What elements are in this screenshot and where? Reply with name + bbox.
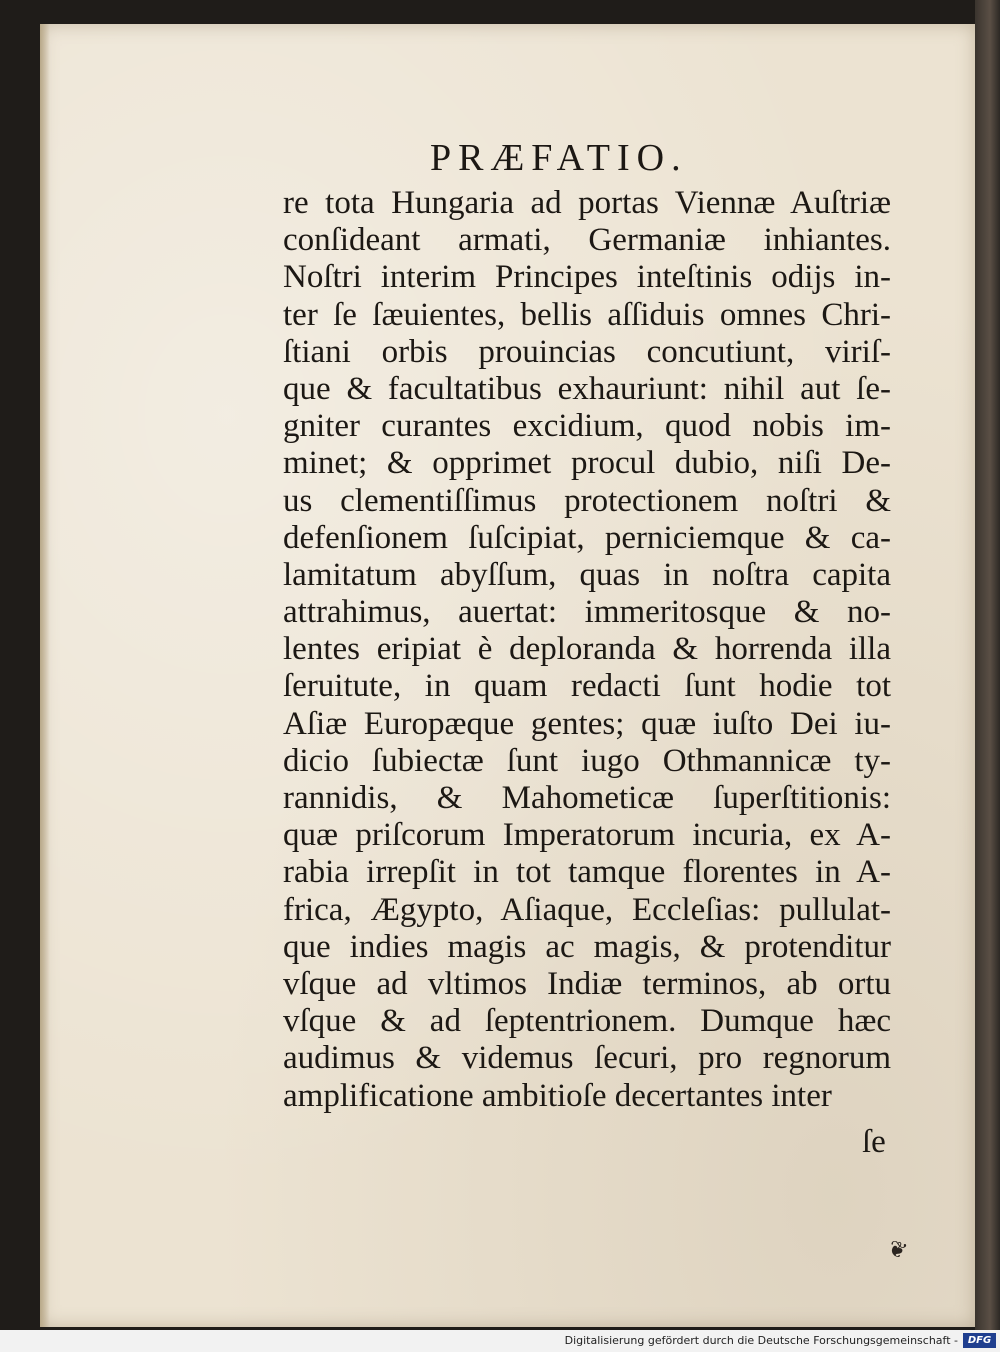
ink-mark-icon: ❦	[884, 1235, 911, 1266]
funding-notice: Digitalisierung gefördert durch die Deutsche Forschungsgemeinschaft -	[564, 1334, 958, 1347]
body-text	[283, 185, 891, 1115]
text-line: vſque & ad ſeptentrionem. Dumque hæc	[283, 1003, 891, 1040]
catchword: ſe	[862, 1124, 886, 1160]
text-line: lamitatum abyſſum, quas in noſtra capita	[283, 556, 891, 593]
text-line: frica, Ægypto, Aſiaque, Eccleſias: pullulat-	[283, 891, 891, 928]
text-line: gniter curantes excidium, quod nobis im-	[283, 408, 891, 445]
text-line: vſque ad vltimos Indiæ terminos, ab ortu	[283, 965, 891, 1002]
page-edge-shadow	[40, 24, 50, 1327]
text-line: minet; & opprimet procul dubio, niſi De-	[283, 445, 891, 482]
text-line: rabia irrepſit in tot tamque florentes in A-	[283, 854, 891, 891]
text-line: Noſtri interim Principes inteſtinis odijs in-	[283, 259, 891, 296]
text-line: ter ſe ſæuientes, bellis aſſiduis omnes Chri-	[283, 296, 891, 333]
footer-bar	[0, 1330, 1000, 1352]
text-line: que indies magis ac magis, & protenditur	[283, 928, 891, 965]
text-line: us clementiſſimus protectionem noſtri &	[283, 482, 891, 519]
text-line: defenſionem ſuſcipiat, perniciemque & ca-	[283, 519, 891, 556]
dfg-logo: DFG	[963, 1333, 996, 1348]
book-spine-edge	[975, 0, 1000, 1330]
text-line: ſeruitute, in quam redacti ſunt hodie tot	[283, 668, 891, 705]
text-line: attrahimus, auertat: immeritosque & no-	[283, 594, 891, 631]
text-line: dicio ſubiectæ ſunt iugo Othmannicæ ty-	[283, 742, 891, 779]
text-line: re tota Hungaria ad portas Viennæ Auſtriæ	[283, 185, 891, 221]
text-line: lentes eripiat è deploranda & horrenda illa	[283, 631, 891, 668]
running-head: PRÆFATIO.	[430, 137, 688, 179]
text-line: conſideant armati, Germaniæ inhiantes.	[283, 222, 891, 259]
text-line: audimus & videmus ſecuri, pro regnorum	[283, 1040, 891, 1077]
text-line: Aſiæ Europæque gentes; quæ iuſto Dei iu-	[283, 705, 891, 742]
text-line: rannidis, & Mahometicæ ſuperſtitionis:	[283, 780, 891, 816]
text-line: quæ priſcorum Imperatorum incuria, ex A-	[283, 817, 891, 854]
text-line: ſtiani orbis prouincias concutiunt, viriſ-	[283, 333, 891, 370]
text-line: que & facultatibus exhauriunt: nihil aut ſe-	[283, 370, 891, 407]
text-line: amplificatione ambitioſe decertantes inter	[283, 1077, 832, 1114]
